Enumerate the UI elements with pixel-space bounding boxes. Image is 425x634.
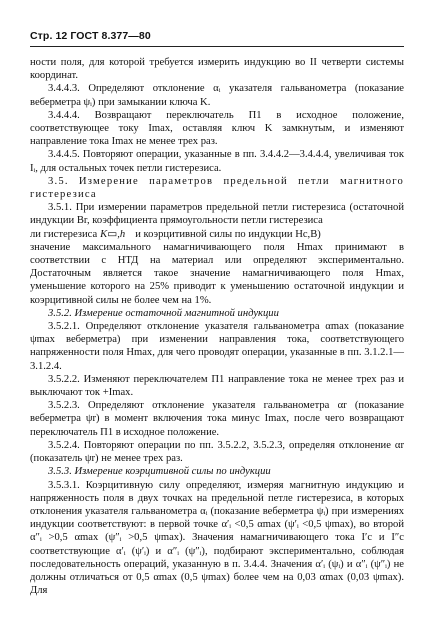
paragraph-3-4-4-3: 3.4.4.3. Определяют отклонение αᵢ указателя гальванометра (показание веберметра ψᵢ) при замыкании ключа K.: [30, 83, 404, 108]
subheading-3-5-3: 3.5.3. Измерение коэрцитивной силы по индукции: [48, 466, 271, 478]
paragraph-3-4-4-4: 3.4.4.4. Возвращают переключатель П1 в исходное положение, соответствующее току Imax, оставляя ключ K замкнутым, и изменяют направление тока Imax не менее трех раз.: [30, 109, 404, 148]
page-header: Стр. 12 ГОСТ 8.377—80: [30, 30, 151, 42]
header-rule: [30, 46, 404, 47]
section-heading-3-5: 3.5. Измерение параметров предельной петли магнитного гистерезиса: [30, 175, 404, 201]
paragraph-3-5-2-1: 3.5.2.1. Определяют отклонение указателя гальванометра αmax (показание ψmax веберметра) при изменении направления тока, соответствующего напряженности поля Hmax, для чего проводят операции, указанные в пп. 3.1.2.1—3.1.2.4.: [30, 321, 404, 372]
formula-text-before: ли гистерезиса: [30, 228, 98, 240]
rectangularity-symbol: K▭,h: [100, 228, 126, 240]
paragraph-3-5-2-4: 3.5.2.4. Повторяют операции по пп. 3.5.2.2, 3.5.2.3, определяя отклонение αr (показатель ψr) не менее трех раз.: [30, 439, 404, 465]
document-body: [30, 56, 404, 597]
formula-line: [30, 228, 404, 241]
formula-text-after: и коэрцитивной силы по индукции Hc,B): [135, 228, 321, 240]
paragraph-3-5-2-3: 3.5.2.3. Определяют отклонение указателя гальванометра αr (показание веберметра ψr) в момент включения тока минус Imax, после чего возвращают переключатель П1 в исходное положение.: [30, 400, 404, 438]
subheading-3-5-2: 3.5.2. Измерение остаточной магнитной индукции: [48, 307, 279, 319]
paragraph-continuation: ности поля, для которой требуется измерить индукцию во II четверти системы координат.: [30, 57, 404, 82]
paragraph-3-5-3-1: 3.5.3.1. Коэрцитивную силу определяют, измеряя магнитную индукцию и напряженность поля в двух точках на предельной петле гистерезиса, в которых отклонения указателя гальванометра αᵢ (показание веберметра ψᵢ) при измерениях индукции соответствуют: в первой точке α′ᵢ <0,5 αmax (ψ′ᵢ <0,5 ψmax), во второй α″ᵢ >0,5 αmax (ψ″ᵢ >0,5 ψmax). Значения намагничивающего тока I′c и I″c соответствующие α′ᵢ (ψ′ᵢ) и α″ᵢ (ψ″ᵢ), подбирают экспериментально, соблюдая последовательность операций, указанную в п. 3.4.4. Значения α′ᵢ (ψᵢ) и α″ᵢ (ψ″ᵢ) не должны отличаться от 0,5 αmax (0,5 ψmax) более чем на 0,03 αmax (0,03 ψmax). Для: [30, 479, 404, 597]
paragraph-3-4-4-5: 3.4.4.5. Повторяют операции, указанные в пп. 3.4.4.2—3.4.4.4, увеличивая ток Iᵢ, для остальных точек петли гистерезиса.: [30, 149, 404, 174]
paragraph-3-5-2-2: 3.5.2.2. Изменяют переключателем П1 направление тока не менее трех раз и выключают ток +Imax.: [30, 373, 404, 399]
paragraph-hmax: значение максимального намагничивающего поля Hmax принимают в соответствии с НТД на материал или определяют экспериментально. Достаточным является такое значение намагничивающего поля Hmax, уменьшение которого на 25% приводит к уменьшению остаточной индукции и коэрцитивной силы не более чем на 1%.: [30, 241, 404, 306]
paragraph-3-5-1: 3.5.1. При измерении параметров предельной петли гистерезиса (остаточной индукции Br, коэффициента прямоугольности петли гистерезиса: [30, 202, 404, 227]
